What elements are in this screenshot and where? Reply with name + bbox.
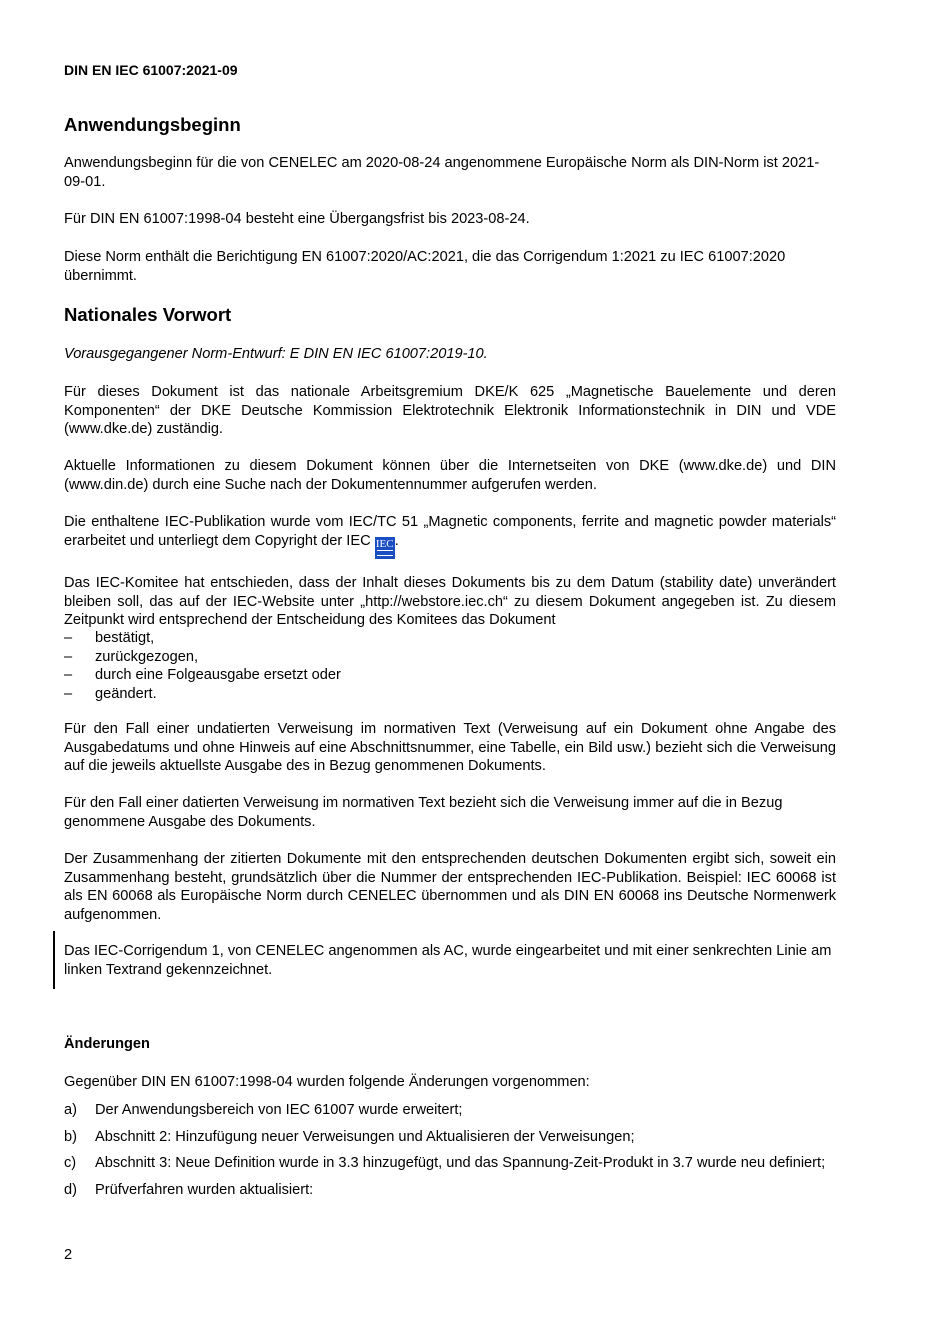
list-item: d) Prüfverfahren wurden aktualisiert: <box>64 1181 314 1198</box>
paragraph-anwendungsbeginn-date: Anwendungsbeginn für die von CENELEC am 2020-08-24 angenommene Europäische Norm als DIN-Norm ist 2021-09-01. <box>64 155 820 190</box>
iec-publication-text: Die enthaltene IEC-Publikation wurde vom IEC/TC 51 „Magnetic components, ferrite and magnetic powder materials“ erarbeitet und unterliegt dem Copyright der IEC <box>64 514 836 549</box>
iec-logo: IEC <box>375 537 395 559</box>
page-number: 2 <box>64 1247 73 1263</box>
heading-anwendungsbeginn: Anwendungsbeginn <box>64 114 241 135</box>
list-item: c) Abschnitt 3: Neue Definition wurde in 3.3 hinzugefügt, und das Spannung-Zeit-Produkt in 3.7 wurde neu definiert; <box>64 1155 826 1171</box>
iec-publication-period: . <box>394 532 399 549</box>
draft-note: Vorausgegangener Norm-Entwurf: E DIN EN IEC 61007:2019-10. <box>64 346 488 362</box>
paragraph-responsible-committee: Für dieses Dokument ist das nationale Arbeitsgremium DKE/K 625 „Magnetische Bauelemente und deren Komponenten“ der DKE Deutsche Kommission Elektrotechnik Elektronik Informationstechnik in DIN und VDE (www.dke.de) zuständig. <box>64 384 836 437</box>
paragraph-corrigendum-included: Diese Norm enthält die Berichtigung EN 61007:2020/AC:2021, die das Corrigendum 1:2021 zu IEC 61007:2020 übernimmt. <box>64 249 786 284</box>
list-item: b) Abschnitt 2: Hinzufügung neuer Verweisungen und Aktualisieren der Verweisungen; <box>64 1128 635 1145</box>
changes-intro: Gegenüber DIN EN 61007:1998-04 wurden folgende Änderungen vorgenommen: <box>64 1074 590 1090</box>
heading-nationales-vorwort: Nationales Vorwort <box>64 304 232 325</box>
corrigendum-change-bar <box>53 931 55 989</box>
changes-list <box>64 1101 836 1207</box>
paragraph-iec-publication <box>64 513 836 559</box>
heading-aenderungen: Änderungen <box>64 1036 150 1052</box>
paragraph-undated-reference: Für den Fall einer undatierten Verweisung im normativen Text (Verweisung auf ein Dokument ohne Angabe des Ausgabedatums und ohne Hinweis auf eine Abschnittsnummer, eine Tabelle, ein Bild usw.) bezieht sich die Verweisung auf die jeweils aktuellste Ausgabe des in Bezug genommenen Dokuments. <box>64 721 836 774</box>
list-item: a) Der Anwendungsbereich von IEC 61007 wurde erweitert; <box>64 1102 463 1118</box>
stability-outcome-list <box>64 629 836 703</box>
list-item: – durch eine Folgeausgabe ersetzt oder <box>64 667 341 683</box>
paragraph-transition-period: Für DIN EN 61007:1998-04 besteht eine Übergangsfrist bis 2023-08-24. <box>64 211 530 227</box>
paragraph-dated-reference: Für den Fall einer datierten Verweisung im normativen Text bezieht sich die Verweisung immer auf die in Bezug genommene Ausgabe des Dokuments. <box>64 795 783 830</box>
paragraph-corrigendum-marking: Das IEC-Corrigendum 1, von CENELEC angenommen als AC, wurde eingearbeitet und mit einer senkrechten Linie am linken Textrand gekennzeichnet. <box>64 943 832 978</box>
list-item: – bestätigt, <box>64 630 155 646</box>
document-id: DIN EN IEC 61007:2021-09 <box>64 62 238 78</box>
list-item: – geändert. <box>64 685 157 702</box>
paragraph-current-information: Aktuelle Informationen zu diesem Dokument können über die Internetseiten von DKE (www.dke.de) und DIN (www.din.de) durch eine Suche nach der Dokumentennummer aufgerufen werden. <box>64 458 836 493</box>
paragraph-document-correspondence: Der Zusammenhang der zitierten Dokumente mit den entsprechenden deutschen Dokumenten ergibt sich, soweit ein Zusammenhang besteht, grundsätzlich über die Nummer der entsprechenden IEC-Publikation. Beispiel: IEC 60068 ist als EN 60068 als Europäische Norm durch CENELEC übernommen und als DIN EN 60068 ins Deutsche Normenwerk aufgenommen. <box>64 851 836 923</box>
paragraph-stability-date: Das IEC-Komitee hat entschieden, dass der Inhalt dieses Dokuments bis zu dem Datum (stability date) unverändert bleiben soll, das auf der IEC-Website unter „http://webstore.iec.ch“ zu diesem Dokument angegeben ist. Zu diesem Zeitpunkt wird entsprechend der Entscheidung des Komitees das Dokument <box>64 575 836 628</box>
list-item: – zurückgezogen, <box>64 648 199 665</box>
